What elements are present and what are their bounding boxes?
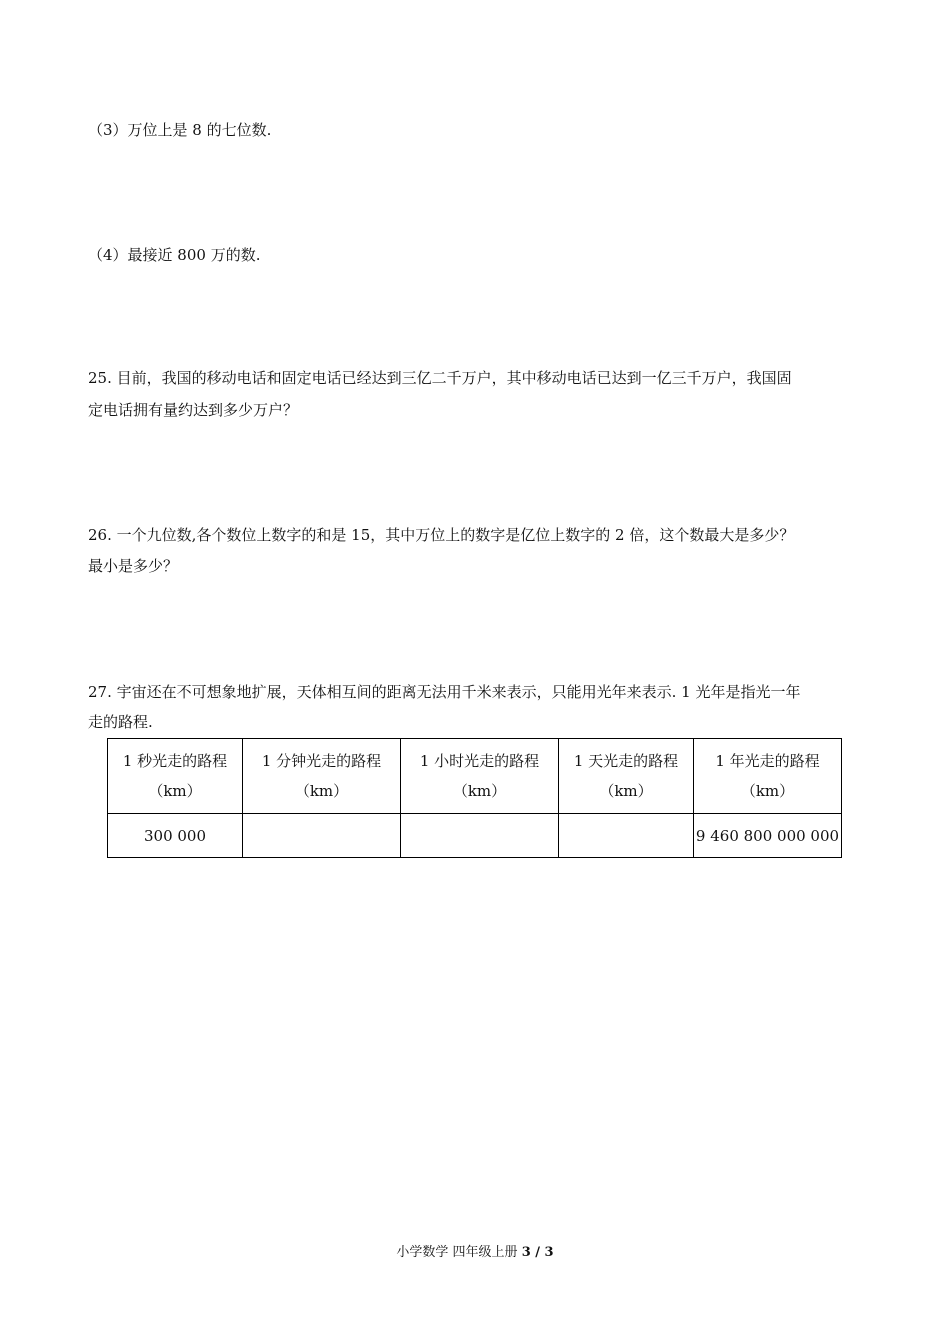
- header-label: 1 分钟光走的路程: [261, 752, 382, 770]
- header-label: 1 天光走的路程: [573, 752, 679, 770]
- page-total: 3: [544, 1245, 554, 1260]
- question-27-line-2: 走的路程.: [88, 713, 153, 731]
- answer-cell-hour[interactable]: [401, 814, 559, 858]
- table-header-row: [108, 739, 842, 814]
- header-unit: （km）: [599, 782, 653, 800]
- header-cell-second: [108, 739, 243, 814]
- header-label: 1 小时光走的路程: [419, 752, 540, 770]
- header-unit: （km）: [148, 782, 202, 800]
- page-number: 3: [521, 1245, 531, 1260]
- question-26-line-2: 最小是多少？: [88, 557, 179, 575]
- header-unit: （km）: [294, 782, 349, 800]
- question-24-part-4: （4）最接近 800 万的数.: [88, 246, 261, 264]
- header-label: 1 年光走的路程: [715, 752, 820, 770]
- question-24-part-3: （3）万位上是 8 的七位数.: [88, 121, 272, 139]
- question-26-line-1: 26. 一个九位数,各个数位上数字的和是 15，其中万位上的数字是亿位上数字的 2 倍，这个数最大是多少？: [88, 526, 795, 544]
- header-unit: （km）: [452, 782, 507, 800]
- page-separator: /: [530, 1245, 545, 1260]
- header-cell-hour: [401, 739, 559, 814]
- answer-cell-minute[interactable]: [243, 814, 401, 858]
- header-label: 1 秒光走的路程: [122, 752, 228, 770]
- question-27-line-1: 27. 宇宙还在不可想象地扩展，天体相互间的距离无法用千米来表示，只能用光年来表示. 1 光年是指光一年: [88, 683, 801, 701]
- header-cell-year: [694, 739, 842, 814]
- header-cell-minute: [243, 739, 401, 814]
- answer-cell-day[interactable]: [559, 814, 694, 858]
- header-cell-day: [559, 739, 694, 814]
- footer-title: 小学数学 四年级上册: [396, 1245, 518, 1260]
- table-value-row: [108, 814, 842, 858]
- question-25-line-2: 定电话拥有量约达到多少万户？: [88, 401, 299, 419]
- value-cell-second: 300 000: [108, 814, 243, 858]
- light-distance-table: [107, 738, 842, 858]
- question-25-line-1: 25. 目前，我国的移动电话和固定电话已经达到三亿二千万户，其中移动电话已达到一亿三千万户，我国固: [88, 369, 792, 387]
- page-footer: [0, 1244, 950, 1262]
- value-cell-year: 9 460 800 000 000: [694, 814, 842, 858]
- header-unit: （km）: [740, 782, 795, 800]
